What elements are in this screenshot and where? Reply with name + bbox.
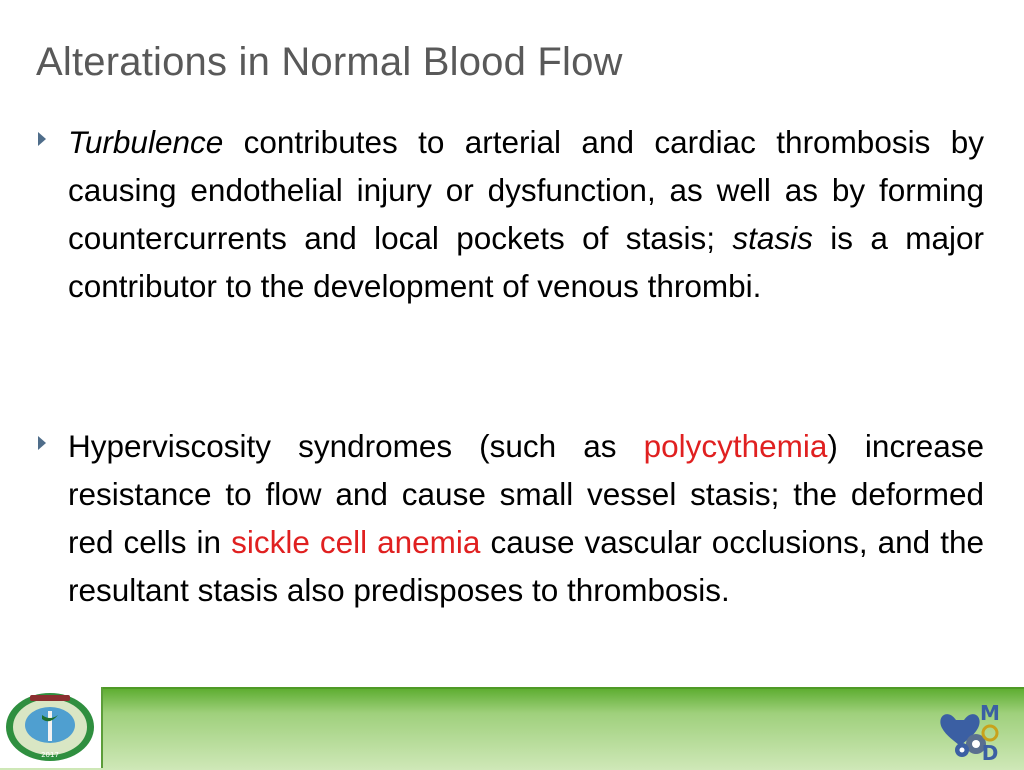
bullet-marker-icon — [38, 436, 46, 450]
slide-title: Alterations in Normal Blood Flow — [36, 40, 623, 84]
mod-logo-icon — [936, 700, 1008, 764]
logo-letter-m: M — [980, 701, 1000, 725]
footer-left-logo — [0, 687, 103, 768]
university-seal-icon — [2, 691, 98, 763]
term-sickle-cell-anemia: sickle cell anemia — [231, 524, 481, 560]
bullet-text-part: contributes to arterial and cardiac thrombosis by causing endothelial injury or dysfunction, as well as by forming countercurrents and local pockets of stasis; — [68, 124, 984, 256]
logo-letter-d: D — [981, 741, 999, 764]
bullet-item-turbulence — [38, 118, 984, 310]
term-polycythemia: polycythemia — [643, 428, 828, 464]
seal-year: 2017 — [41, 751, 59, 759]
bullet-text-part: is a major contributor to the development of venous thrombi. — [68, 220, 984, 304]
term-stasis: stasis — [732, 220, 813, 256]
logo-o-ring — [983, 726, 997, 740]
bullet-marker-icon — [38, 132, 46, 146]
bullet-text-part: ) increase resistance to flow and cause small vessel stasis; the deformed red cells in — [68, 428, 984, 560]
bullet-text — [68, 422, 984, 614]
bullet-text-part: Hyperviscosity syndromes (such as — [68, 428, 644, 464]
bullet-text — [68, 118, 984, 310]
term-turbulence: Turbulence — [68, 124, 224, 160]
bullet-text-part: cause vascular occlusions, and the resultant stasis also predisposes to thrombosis. — [68, 524, 984, 608]
bullet-item-hyperviscosity — [38, 422, 984, 614]
footer-bar — [0, 687, 1024, 770]
